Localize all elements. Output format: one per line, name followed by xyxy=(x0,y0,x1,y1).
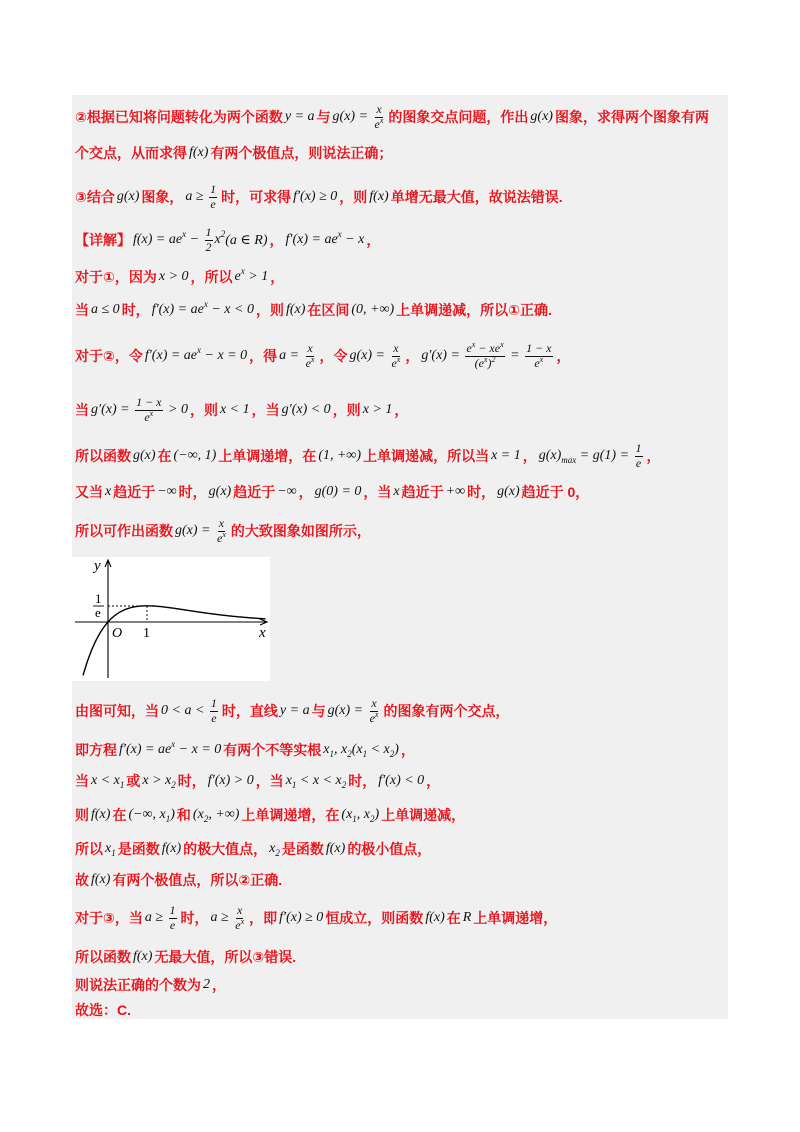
superscript: x xyxy=(203,299,208,309)
math-expression: f(x) xyxy=(91,872,111,887)
function-graph xyxy=(72,557,270,681)
math-expression: g′(x) = xyxy=(421,348,464,363)
solution-text: ，得 xyxy=(249,348,278,364)
solution-text: 趋近于 0， xyxy=(521,484,590,500)
math-expression: 1 xyxy=(210,696,217,710)
solution-line-20 xyxy=(75,971,228,999)
math-expression: e xyxy=(374,117,380,131)
math-expression: x xyxy=(105,841,112,856)
math-expression: x xyxy=(393,484,400,499)
solution-text: ，当 xyxy=(251,402,280,418)
math-expression: a ≥ xyxy=(185,189,208,204)
math-expression: (x xyxy=(341,807,353,822)
math-expression: +∞ xyxy=(445,484,466,499)
fraction xyxy=(216,517,227,546)
solution-text: ， xyxy=(405,348,420,364)
math-expression: x > 1 xyxy=(362,402,393,417)
solution-text: 故 xyxy=(75,872,89,888)
solution-text: ，所以 xyxy=(190,269,233,285)
math-expression: f(x) xyxy=(325,841,346,856)
superscript: x xyxy=(197,345,202,355)
math-expression: f′(x) = ae xyxy=(285,232,338,247)
fraction-denominator xyxy=(216,532,227,546)
solution-text: 图象， xyxy=(141,189,184,205)
solution-text: ，则 xyxy=(189,402,218,418)
solution-text: 时， xyxy=(121,302,150,318)
superscript: x xyxy=(374,710,379,719)
math-expression: −∞ xyxy=(157,484,177,499)
solution-line-8 xyxy=(75,396,410,424)
subscript: 2 xyxy=(341,780,347,790)
superscript: x xyxy=(240,917,245,926)
math-expression: 1 xyxy=(205,225,212,239)
math-expression: x xyxy=(214,232,221,247)
fraction xyxy=(210,697,218,726)
solution-text: 是函数 xyxy=(117,841,160,857)
solution-text: 在 xyxy=(112,807,127,823)
fraction-denominator xyxy=(533,357,544,371)
math-expression: a ≥ xyxy=(144,910,167,925)
fraction-denominator xyxy=(143,411,154,425)
fraction-denominator xyxy=(205,241,213,255)
math-expression: > 0 xyxy=(164,402,188,417)
solution-line-19 xyxy=(75,943,298,971)
solution-text: 当 xyxy=(75,773,89,789)
fraction xyxy=(209,183,217,212)
math-expression: e xyxy=(235,918,241,932)
solution-text: ， xyxy=(646,448,661,464)
subscript: max xyxy=(561,455,577,465)
math-expression: x xyxy=(237,903,243,917)
math-expression: e xyxy=(210,197,216,211)
solution-text: 对于①，因为 xyxy=(75,269,157,285)
superscript: 2 xyxy=(220,229,226,239)
math-expression: x xyxy=(376,102,382,116)
fraction xyxy=(374,103,385,132)
math-expression: − x = 0 xyxy=(175,742,222,757)
solution-line-11 xyxy=(75,517,373,545)
math-expression: ) xyxy=(394,742,399,757)
solution-text: ，当 xyxy=(363,484,392,500)
subscript: 1 xyxy=(291,780,297,790)
solution-text: ， xyxy=(366,232,381,248)
solution-text: 的图象有两个交点， xyxy=(383,703,510,719)
math-expression: g(x) = xyxy=(327,703,367,718)
math-expression: −∞ xyxy=(277,484,297,499)
solution-line-15 xyxy=(75,801,467,829)
math-expression: (−∞, 1) xyxy=(173,448,217,463)
x-tick-label: 1 xyxy=(143,626,150,641)
superscript: x xyxy=(310,355,315,364)
solution-text: ，则 xyxy=(332,402,361,418)
solution-line-3 xyxy=(75,183,565,211)
solution-line-6 xyxy=(75,296,554,324)
solution-line-18 xyxy=(75,904,559,932)
solution-text: 时，直线 xyxy=(221,703,278,719)
solution-line-14 xyxy=(75,767,442,795)
math-expression: 1 xyxy=(169,903,176,917)
math-expression: x xyxy=(105,484,112,499)
math-expression: g(0) = 0 xyxy=(314,484,362,499)
subscript: 2 xyxy=(275,848,280,858)
solution-line-5 xyxy=(75,263,286,291)
math-expression: g(x) xyxy=(133,448,156,463)
solution-text: 时， xyxy=(177,773,206,789)
solution-line-9 xyxy=(75,442,663,470)
math-expression: (1, +∞) xyxy=(318,448,362,463)
fraction-numerator xyxy=(210,697,218,712)
math-expression: f′(x) < 0 xyxy=(378,773,425,788)
fraction-numerator xyxy=(209,183,217,198)
solution-text: 的极大值点， xyxy=(183,841,268,857)
fraction xyxy=(234,904,245,933)
math-expression: f′(x) ≥ 0 xyxy=(293,189,338,204)
math-expression: (e xyxy=(474,356,484,370)
superscript: x xyxy=(171,739,176,749)
solution-text: 上单调递减，所以①正确. xyxy=(396,302,552,318)
solution-text: 当 xyxy=(75,302,89,318)
math-expression: e xyxy=(391,356,397,370)
math-expression: g(x) xyxy=(538,448,562,463)
fraction-denominator xyxy=(390,357,401,371)
solution-text: 故选：C. xyxy=(75,1002,131,1018)
math-expression: 1 − x xyxy=(526,341,552,355)
subscript: 1 xyxy=(165,814,171,824)
math-expression: e xyxy=(369,711,375,725)
subscript: 1 xyxy=(352,814,357,824)
solution-text: 所以 xyxy=(75,841,103,857)
solution-text: ，则 xyxy=(339,189,368,205)
math-expression: f(x) xyxy=(189,145,209,160)
math-expression: x < 1 xyxy=(219,402,250,417)
solution-text: 时，可求得 xyxy=(221,189,292,205)
solution-text: 时， xyxy=(467,484,496,500)
solution-text: 则说法正确的个数为 xyxy=(75,977,201,993)
superscript: x xyxy=(149,409,154,418)
math-expression: 1 − x xyxy=(136,395,162,409)
math-expression: x xyxy=(371,696,377,710)
solution-text: 对于③，当 xyxy=(75,910,143,926)
fraction xyxy=(135,396,162,425)
solution-line-12 xyxy=(75,697,511,725)
solution-text: ，令 xyxy=(319,348,348,364)
fraction-denominator xyxy=(635,457,642,471)
math-expression: e xyxy=(305,356,311,370)
fraction xyxy=(305,342,316,371)
math-expression: (x xyxy=(351,742,363,757)
fraction-denominator xyxy=(305,357,316,371)
solution-text: ，即 xyxy=(249,910,278,926)
fraction-numerator xyxy=(635,442,643,457)
solution-text: ， xyxy=(298,484,313,500)
fraction-denominator xyxy=(234,919,245,933)
solution-text: 上单调递增， xyxy=(473,910,558,926)
solution-text: ，当 xyxy=(255,773,284,789)
y-axis-label: y xyxy=(94,558,101,574)
solution-text: ， xyxy=(269,232,284,248)
math-expression: g(x) = xyxy=(349,348,389,363)
superscript: x xyxy=(483,355,488,364)
math-expression: e xyxy=(211,711,217,725)
solution-text: 上单调递减，所以当 xyxy=(363,448,490,464)
fraction-denominator xyxy=(169,919,176,933)
math-expression: e xyxy=(635,456,642,470)
solution-text: 所以函数 xyxy=(75,949,131,965)
solution-text: 在区间 xyxy=(307,302,350,318)
math-expression: g(x) xyxy=(530,109,553,124)
superscript: x xyxy=(539,355,544,364)
math-expression: x xyxy=(269,841,276,856)
curve-g xyxy=(83,606,266,676)
fraction-denominator xyxy=(210,712,217,726)
y-tick-denominator: e xyxy=(95,605,101,620)
math-expression: f(x) = ae xyxy=(133,232,183,247)
math-expression: x xyxy=(285,773,292,788)
math-expression: f(x) xyxy=(425,910,445,925)
math-expression: 0 < a < xyxy=(161,703,208,718)
math-expression: y = a xyxy=(284,109,315,124)
math-expression: g(x) xyxy=(116,189,140,204)
solution-text: 是函数 xyxy=(281,841,324,857)
math-expression: < x < x xyxy=(296,773,342,788)
math-expression: (x xyxy=(192,807,204,822)
fraction-denominator xyxy=(374,118,385,132)
subscript: 1 xyxy=(111,848,116,858)
math-expression: (0, +∞) xyxy=(351,302,395,317)
superscript: x xyxy=(396,355,401,364)
math-expression: < x xyxy=(367,742,390,757)
solution-text: 则 xyxy=(75,807,89,823)
fraction-numerator xyxy=(205,226,213,241)
math-expression: , x xyxy=(333,742,348,757)
solution-text: 又当 xyxy=(75,484,103,500)
math-expression: a ≤ 0 xyxy=(91,302,120,317)
fraction xyxy=(525,342,552,371)
math-expression: f(x) xyxy=(161,841,182,856)
math-expression: f′(x) ≥ 0 xyxy=(279,910,324,925)
superscript: x xyxy=(379,116,384,125)
math-expression: g′(x) < 0 xyxy=(281,402,331,417)
origin-label: O xyxy=(112,626,123,641)
math-expression: x xyxy=(218,516,225,530)
solution-text: 与 xyxy=(316,109,331,125)
math-expression: a ≥ xyxy=(210,910,233,925)
y-tick-numerator: 1 xyxy=(95,591,102,606)
math-expression: = xyxy=(506,348,524,363)
solution-text: 单增无最大值，故说法错误. xyxy=(390,189,563,205)
solution-text: 有两个极值点，则说法正确； xyxy=(210,145,393,161)
superscript: x xyxy=(471,340,476,349)
math-expression: a = xyxy=(279,348,303,363)
fraction xyxy=(465,342,504,371)
math-expression: g(x) xyxy=(208,484,232,499)
math-expression: 2 xyxy=(203,977,210,992)
math-expression: g(x) xyxy=(497,484,520,499)
math-expression: − x = 0 xyxy=(201,348,248,363)
math-expression: f(x) xyxy=(133,949,153,964)
solution-text: 所以可作出函数 xyxy=(75,523,173,539)
solution-text: 【详解】 xyxy=(75,232,131,248)
solution-text: 或 xyxy=(126,773,141,789)
math-expression: − xe xyxy=(475,341,501,355)
solution-text: ， xyxy=(400,742,415,758)
x-axis-label: x xyxy=(259,625,266,641)
fraction-numerator xyxy=(169,904,177,919)
math-expression: R xyxy=(462,910,472,925)
math-expression: ) xyxy=(374,807,380,822)
solution-line-13 xyxy=(75,736,417,764)
solution-text: ③结合 xyxy=(75,189,115,205)
superscript: x xyxy=(182,229,187,239)
math-expression: e xyxy=(234,269,241,284)
superscript: x xyxy=(500,340,504,349)
fraction-denominator xyxy=(209,198,216,212)
solution-text: 的大致图象如图所示， xyxy=(230,523,371,539)
superscript: x xyxy=(240,266,245,276)
subscript: 1 xyxy=(362,749,368,759)
solution-text: 趋近于 xyxy=(113,484,156,500)
solution-text: ， xyxy=(212,977,226,993)
fraction-denominator xyxy=(474,357,497,371)
solution-line-21 xyxy=(75,996,133,1024)
fraction xyxy=(390,342,401,371)
solution-text: 趋近于 xyxy=(401,484,444,500)
math-expression: g(x) = xyxy=(332,109,372,124)
fraction xyxy=(205,226,213,255)
math-expression: = g(1) = xyxy=(576,448,633,463)
subscript: 2 xyxy=(347,749,352,759)
math-expression: x xyxy=(323,742,330,757)
solution-text: 的极小值点， xyxy=(347,841,432,857)
solution-line-17 xyxy=(75,866,284,894)
subscript: 2 xyxy=(389,749,395,759)
solution-text: 无最大值，所以③错误. xyxy=(154,949,297,965)
solution-text: 图象，求得两个图象有两 xyxy=(554,109,709,125)
math-expression: g(x) = xyxy=(175,523,214,538)
math-expression: (−∞, x xyxy=(128,807,166,822)
solution-text: 恒成立，则函数 xyxy=(325,910,424,926)
math-expression: x > 0 xyxy=(158,269,189,284)
solution-line-4 xyxy=(75,226,382,254)
solution-text: ，则 xyxy=(255,302,284,318)
solution-line-1 xyxy=(75,103,711,131)
math-expression: x xyxy=(307,341,313,355)
solution-text: 对于②，令 xyxy=(75,348,143,364)
subscript: 1 xyxy=(329,749,334,759)
solution-text: 即方程 xyxy=(75,742,117,758)
solution-line-10 xyxy=(75,478,591,506)
math-expression: e xyxy=(534,356,540,370)
solution-text: 与 xyxy=(311,703,326,719)
solution-text: 时， xyxy=(178,484,207,500)
solution-text: ， xyxy=(270,269,285,285)
solution-text: 由图可知，当 xyxy=(75,703,159,719)
solution-line-2 xyxy=(75,139,394,167)
math-expression: x xyxy=(393,341,399,355)
subscript: 2 xyxy=(203,814,209,824)
solution-text: 上单调递增，在 xyxy=(241,807,340,823)
math-expression: f′(x) > 0 xyxy=(207,773,254,788)
math-expression: y = a xyxy=(279,703,310,718)
math-expression: e xyxy=(466,341,472,355)
solution-text: 的图象交点问题，作出 xyxy=(388,109,529,125)
fraction xyxy=(169,904,177,933)
math-expression: 1 xyxy=(635,441,642,455)
math-expression: f′(x) = ae xyxy=(119,742,172,757)
math-expression: f′(x) = ae xyxy=(144,348,198,363)
math-expression: > 1 xyxy=(244,269,269,284)
math-expression: e xyxy=(144,410,150,424)
fraction xyxy=(635,442,643,471)
superscript: x xyxy=(222,530,226,539)
solution-text: ， xyxy=(522,448,537,464)
math-expression: , x xyxy=(356,807,371,822)
math-expression: − xyxy=(186,232,203,247)
math-expression: e xyxy=(169,918,176,932)
subscript: 1 xyxy=(119,780,125,790)
subscript: 2 xyxy=(370,814,375,824)
solution-text: ， xyxy=(426,773,441,789)
math-expression: ) xyxy=(170,807,175,822)
solution-text: 趋近于 xyxy=(233,484,276,500)
solution-text: 在 xyxy=(157,448,172,464)
fraction xyxy=(369,697,380,726)
subscript: 2 xyxy=(171,780,176,790)
math-expression: ) xyxy=(487,356,492,370)
solution-text: 上单调递增，在 xyxy=(218,448,317,464)
math-expression: x > x xyxy=(142,773,172,788)
solution-text: 在 xyxy=(446,910,461,926)
math-expression: g′(x) = xyxy=(91,402,134,417)
solution-text: 个交点，从而求得 xyxy=(75,145,187,161)
math-expression: − x < 0 xyxy=(207,302,254,317)
math-expression: , +∞) xyxy=(208,807,240,822)
fraction-denominator xyxy=(369,712,380,726)
superscript: 2 xyxy=(491,355,496,364)
math-expression: f(x) xyxy=(285,302,306,317)
solution-text: 和 xyxy=(176,807,191,823)
math-expression: f(x) xyxy=(369,189,389,204)
solution-text: ， xyxy=(394,402,409,418)
solution-text: ， xyxy=(556,348,571,364)
math-expression: f′(x) = ae xyxy=(151,302,204,317)
solution-text: 有两个不等实根 xyxy=(223,742,322,758)
math-expression: f(x) xyxy=(91,807,111,822)
math-expression: (a ∈ R) xyxy=(225,232,268,248)
solution-text: 当 xyxy=(75,402,89,418)
superscript: x xyxy=(337,229,342,239)
solution-text: ②根据已知将问题转化为两个函数 xyxy=(75,109,283,125)
solution-text: 时， xyxy=(180,910,209,926)
math-expression: e xyxy=(217,531,223,545)
solution-text: 上单调递减， xyxy=(381,807,466,823)
solution-text: 所以函数 xyxy=(75,448,131,464)
solution-line-16 xyxy=(75,835,433,863)
solution-text: 时， xyxy=(348,773,377,789)
solution-text: 有两个极值点，所以②正确. xyxy=(112,872,283,888)
math-expression: x < x xyxy=(91,773,120,788)
math-expression: 1 xyxy=(210,182,217,196)
math-expression: − x xyxy=(341,232,365,247)
math-expression: x = 1 xyxy=(491,448,521,463)
math-expression: 2 xyxy=(205,240,212,254)
solution-line-7 xyxy=(75,342,573,370)
